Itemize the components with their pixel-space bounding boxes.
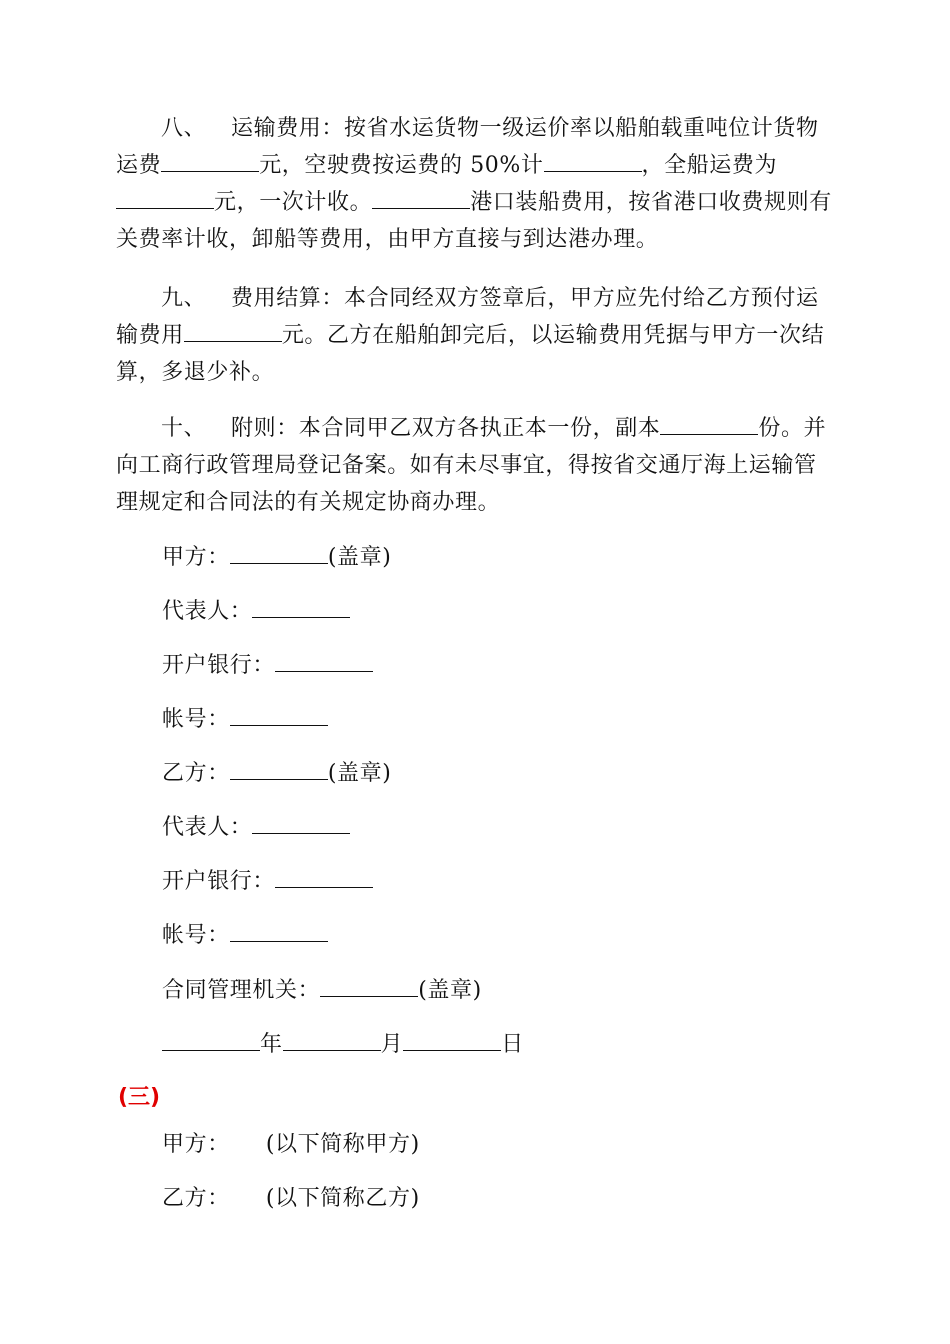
month-blank <box>283 1032 381 1051</box>
next-party-a-label: 甲方： <box>162 1132 230 1157</box>
party-a-line <box>162 543 391 573</box>
party-b-label: 乙方： <box>162 761 230 786</box>
party-a-bank-blank <box>275 653 373 672</box>
party-b-bank-label: 开户银行： <box>162 869 276 894</box>
party-a-blank <box>230 545 328 564</box>
party-a-rep-label: 代表人： <box>162 599 253 624</box>
party-b-seal: (盖章) <box>327 761 392 786</box>
blank-empty-run-fee <box>544 153 642 172</box>
article-eight-text-5: 港口装船费用，按省港口收费规则有关费率计收，卸船等费用，由甲方直接与到达港办理。 <box>116 190 832 252</box>
date-line <box>162 1030 524 1060</box>
month-label: 月 <box>380 1032 404 1057</box>
party-a-account-line <box>162 705 328 735</box>
article-nine-text-1: 费用结算：本合同经双方签章后，甲方应先付给乙方预付运输费用 <box>116 286 819 348</box>
next-party-b-label: 乙方： <box>162 1186 230 1211</box>
article-ten-text-2: 份。并向工商行政管理局登记备案。如有未尽事宜，得按省交通厅海上运输管理规定和合同法的有关规定协商办理。 <box>116 416 827 515</box>
party-a-bank-line <box>162 651 373 681</box>
party-a-label: 甲方： <box>162 545 230 570</box>
day-label: 日 <box>501 1032 524 1057</box>
party-b-rep-blank <box>252 815 350 834</box>
party-b-account-label: 帐号： <box>162 923 230 948</box>
party-b-account-line <box>162 921 328 951</box>
article-eight-text-2: 元，空驶费按运费的 50%计 <box>259 153 544 178</box>
article-eight-text-1: 运输费用：按省水运货物一级运价率以船舶载重吨位计货物运费 <box>116 116 819 178</box>
section-three-heading: (三) <box>118 1085 161 1110</box>
article-eight <box>116 110 836 258</box>
authority-label: 合同管理机关： <box>162 978 321 1003</box>
blank-total-freight <box>116 190 214 209</box>
next-party-a-note: (以下简称甲方) <box>265 1132 420 1157</box>
party-b-rep-label: 代表人： <box>162 815 253 840</box>
article-nine-number: 九、 <box>161 286 207 311</box>
party-a-seal: (盖章) <box>327 545 392 570</box>
year-blank <box>162 1032 260 1051</box>
blank-prepayment <box>184 323 282 342</box>
article-eight-number: 八、 <box>161 116 207 141</box>
party-b-blank <box>230 761 328 780</box>
article-ten <box>116 410 836 521</box>
next-party-b-line <box>162 1184 420 1214</box>
party-a-bank-label: 开户银行： <box>162 653 276 678</box>
party-b-account-blank <box>230 923 328 942</box>
article-eight-text-3: ，全船运费为 <box>641 153 778 178</box>
authority-line <box>162 976 482 1006</box>
article-ten-text-1: 附则：本合同甲乙双方各执正本一份，副本 <box>231 416 661 441</box>
party-a-rep-blank <box>252 599 350 618</box>
article-nine-text-2: 元。乙方在船舶卸完后，以运输费用凭据与甲方一次结算，多退少补。 <box>116 323 825 385</box>
blank-freight-amount <box>161 153 259 172</box>
authority-seal: (盖章) <box>418 978 482 1003</box>
article-ten-number: 十、 <box>161 416 207 441</box>
party-b-line <box>162 759 391 789</box>
blank-copy-count <box>660 416 758 435</box>
blank-port-loading <box>372 190 470 209</box>
party-b-rep-line <box>162 813 350 843</box>
party-b-bank-blank <box>275 869 373 888</box>
next-party-b-note: (以下简称乙方) <box>265 1186 420 1211</box>
year-label: 年 <box>260 1032 283 1057</box>
party-b-bank-line <box>162 867 373 897</box>
party-a-rep-line <box>162 597 350 627</box>
article-nine <box>116 280 836 391</box>
authority-blank <box>320 978 418 997</box>
party-a-account-blank <box>230 707 328 726</box>
day-blank <box>403 1032 501 1051</box>
article-eight-text-4: 元，一次计收。 <box>214 190 373 215</box>
next-party-a-line <box>162 1130 420 1160</box>
party-a-account-label: 帐号： <box>162 707 230 732</box>
